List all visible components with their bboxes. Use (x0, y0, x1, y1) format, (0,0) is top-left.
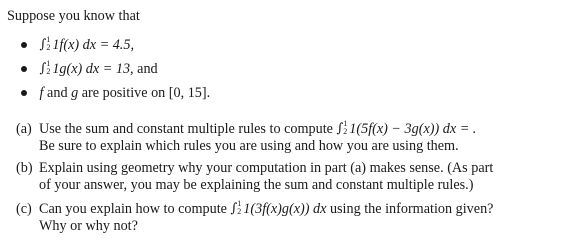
part-a-instruction: Use the sum and constant multiple rules to compute (39, 121, 333, 137)
integral-expression: 1(3f(x)g(x)) dx (243, 201, 327, 217)
part-b-line-1: Explain using geometry why your computation in part (a) makes sense. (As part (39, 160, 494, 176)
conjunction-text: and (47, 85, 68, 101)
integral-upper-limit: 1 (237, 198, 242, 208)
part-c-trailing: using the information given? (329, 201, 494, 217)
integral-limits (343, 120, 347, 136)
integral-symbol: ∫ (39, 37, 47, 52)
positivity-text: are positive on [0, 15]. (81, 85, 211, 101)
integral-upper-limit: 1 (46, 58, 51, 68)
part-label: (a) (16, 121, 32, 137)
integral-expression: 1(5f(x) − 3g(x)) dx = . (349, 121, 477, 137)
integral-lower-limit: 2 (237, 206, 242, 216)
intro-text: Suppose you know that (7, 8, 140, 24)
part-body (39, 118, 574, 155)
function-g: g (71, 85, 79, 101)
integral-limits (237, 200, 241, 216)
part-c-instruction: Can you explain how to compute (39, 201, 227, 217)
integral-lower-limit: 2 (46, 42, 51, 52)
bullet-item-positivity (21, 85, 210, 102)
bullet-item-g-integral (21, 58, 158, 78)
integral-symbol: ∫ (230, 201, 238, 216)
integral-expression: 1g(x) dx = 13, (52, 61, 134, 77)
integral-lower-limit: 2 (343, 126, 348, 136)
bullet-dot (21, 66, 27, 72)
part-label: (b) (16, 160, 33, 176)
part-body (39, 160, 574, 194)
bullet-item-f-integral (21, 34, 134, 54)
bullet-dot (21, 42, 27, 48)
part-b-line-2: of your answer, you may be explaining the sum and constant multiple rules.) (39, 177, 474, 193)
integral-limits (46, 36, 50, 52)
integral-limits (46, 60, 50, 76)
integral-lower-limit: 2 (46, 66, 51, 76)
function-f: f (39, 85, 44, 101)
bullet-trailing-text: and (137, 61, 158, 77)
integral-expression: 1f(x) dx = 4.5, (52, 37, 134, 53)
integral-upper-limit: 1 (46, 34, 51, 44)
part-label: (c) (16, 201, 32, 217)
part-a-line-1 (39, 118, 574, 138)
part-body (39, 198, 574, 235)
integral-symbol: ∫ (336, 121, 344, 136)
part-a-line-2: Be sure to explain which rules you are using and how you are using them. (39, 138, 459, 154)
integral-symbol: ∫ (39, 61, 47, 76)
part-c-line-2: Why or why not? (39, 218, 138, 234)
integral-upper-limit: 1 (343, 118, 348, 128)
bullet-dot (21, 90, 27, 96)
part-c-line-1 (39, 198, 574, 218)
